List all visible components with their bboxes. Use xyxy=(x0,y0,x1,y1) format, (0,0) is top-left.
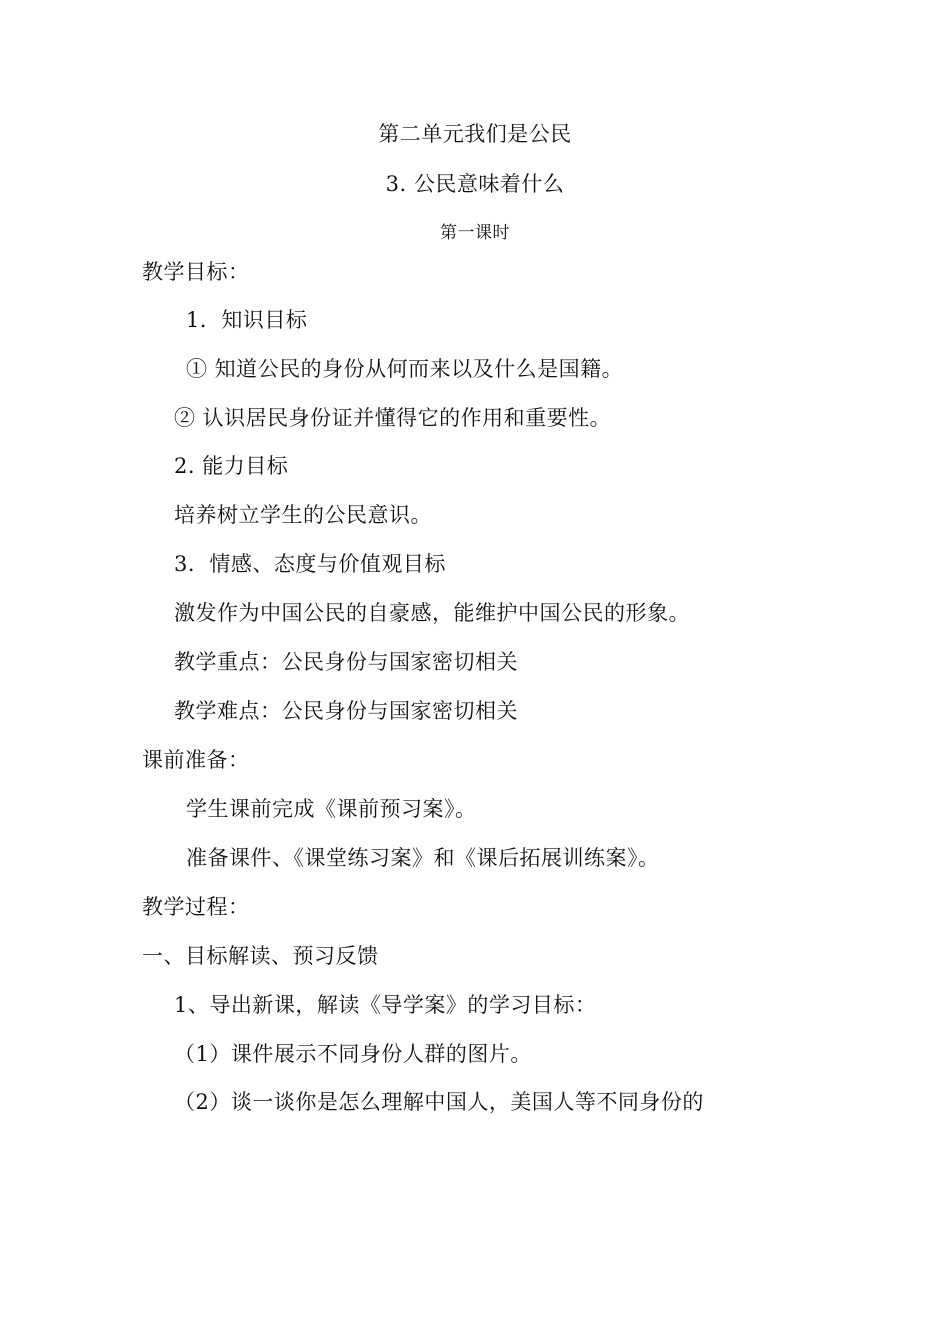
goal-emotion-item-1: 激发作为中国公民的自豪感，能维护中国公民的形象。 xyxy=(174,601,690,625)
goal-ability-heading: 2. 能力目标 xyxy=(174,454,289,478)
step-1-item-b: （2）谈一谈你是怎么理解中国人，美国人等不同身份的 xyxy=(174,1090,704,1114)
preparation-item-1: 学生课前完成《课前预习案》。 xyxy=(186,797,477,821)
goal-knowledge-item-1: ① 知道公民的身份从何而来以及什么是国籍。 xyxy=(186,357,624,381)
goal-knowledge-item-2: ② 认识居民身份证并懂得它的作用和重要性。 xyxy=(174,406,612,430)
step-1-item-a: （1）课件展示不同身份人群的图片。 xyxy=(174,1042,532,1066)
preparation-item-2: 准备课件、《课堂练习案》和《课后拓展训练案》。 xyxy=(186,846,660,870)
section-1-heading: 一、目标解读、预习反馈 xyxy=(142,944,379,968)
unit-title: 第二单元我们是公民 xyxy=(378,122,572,146)
teaching-goals-heading: 教学目标： xyxy=(142,260,250,284)
key-point: 教学重点：公民身份与国家密切相关 xyxy=(174,650,518,674)
lesson-title: 3. 公民意味着什么 xyxy=(385,172,565,196)
goal-emotion-heading: 3．情感、态度与价值观目标 xyxy=(174,552,446,576)
process-heading: 教学过程： xyxy=(142,895,250,919)
goal-knowledge-heading: 1．知识目标 xyxy=(186,308,308,332)
goal-ability-item-1: 培养树立学生的公民意识。 xyxy=(174,503,432,527)
difficult-point: 教学难点：公民身份与国家密切相关 xyxy=(174,699,518,723)
preparation-heading: 课前准备： xyxy=(142,748,250,772)
period-label: 第一课时 xyxy=(440,223,510,243)
step-1: 1、导出新课，解读《导学案》的学习目标： xyxy=(174,993,597,1017)
